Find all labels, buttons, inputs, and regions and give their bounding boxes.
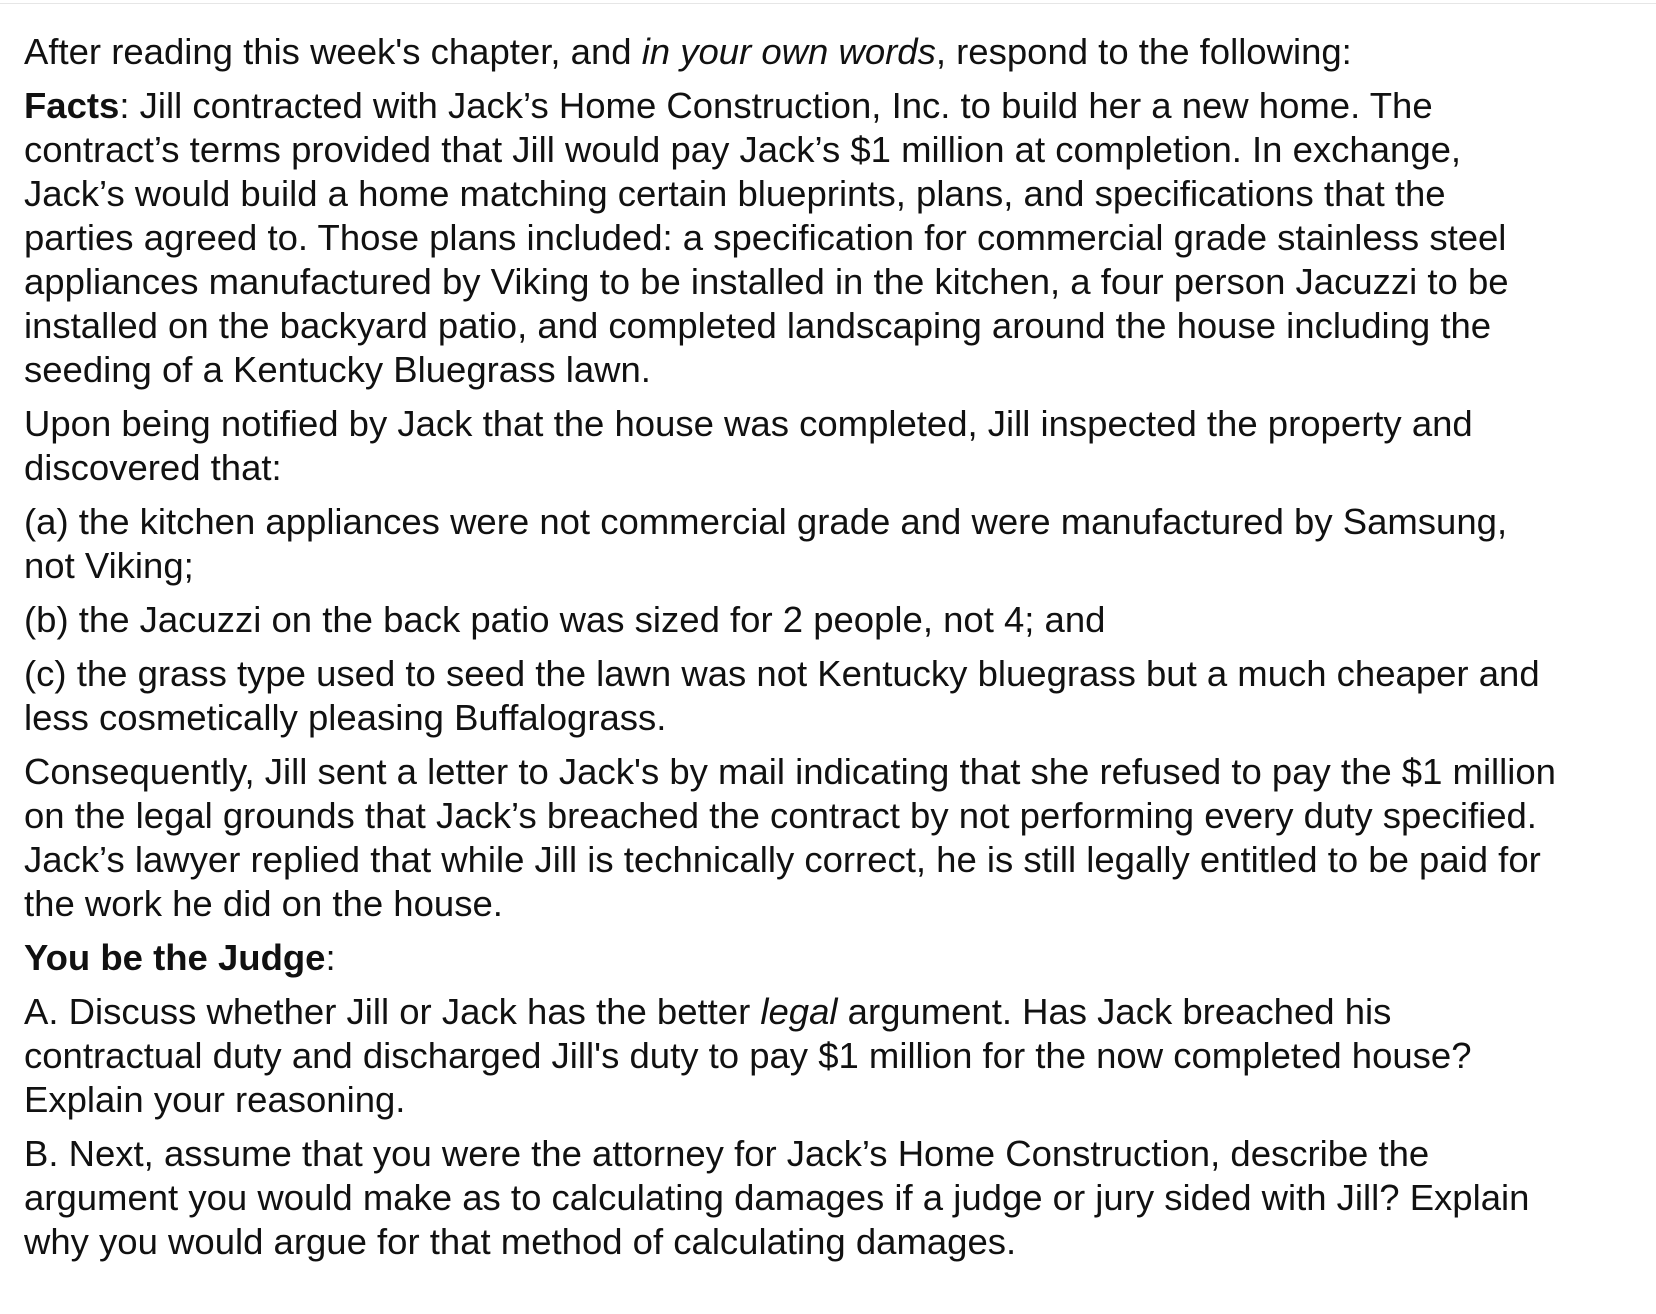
assignment-document xyxy=(24,30,1564,1274)
facts-text: : Jill contracted with Jack’s Home Construction, Inc. to build her a new home. The contract’s terms provided that Jill would pay Jack’s $1 million at completion. In exchange, Jack’s would build a home matching certain blueprints, plans, and specifications that the parties agreed to. Those plans included: a specification for commercial grade stainless steel appliances manufactured by Viking to be installed in the kitchen, a four person Jacuzzi to be installed on the backyard patio, and completed landscaping around the house including the seeding of a Kentucky Bluegrass lawn. xyxy=(24,85,1509,390)
facts-label: Facts xyxy=(24,85,120,126)
prompt-paragraph: After reading this week's chapter, and in your own words, respond to the following: xyxy=(24,31,1352,72)
judge-heading: You be the Judge: xyxy=(24,937,336,978)
prompt-emphasis: in your own words xyxy=(641,31,936,72)
question-b: B. Next, assume that you were the attorney for Jack’s Home Construction, describe the argument you would make as to calculating damages if a judge or jury sided with Jill? Explain why you would argue for that method of calculating damages. xyxy=(24,1133,1530,1262)
top-divider xyxy=(0,3,1656,4)
finding-c: (c) the grass type used to seed the lawn was not Kentucky bluegrass but a much cheaper and less cosmetically pleasing Buffalograss. xyxy=(24,653,1540,738)
judge-label: You be the Judge xyxy=(24,937,326,978)
legal-emphasis: legal xyxy=(760,991,838,1032)
question-a: A. Discuss whether Jill or Jack has the better legal argument. Has Jack breached his contractual duty and discharged Jill's duty to pay $1 million for the now completed house? Explain your reasoning. xyxy=(24,991,1472,1120)
inspection-paragraph: Upon being notified by Jack that the house was completed, Jill inspected the property and discovered that: xyxy=(24,403,1473,488)
finding-b: (b) the Jacuzzi on the back patio was sized for 2 people, not 4; and xyxy=(24,599,1106,640)
finding-a: (a) the kitchen appliances were not commercial grade and were manufactured by Samsung, not Viking; xyxy=(24,501,1508,586)
facts-paragraph xyxy=(24,84,1564,392)
consequence-paragraph: Consequently, Jill sent a letter to Jack's by mail indicating that she refused to pay the $1 million on the legal grounds that Jack’s breached the contract by not performing every duty specified. Jack’s lawyer replied that while Jill is technically correct, he is still legally entitled to be paid for the work he did on the house. xyxy=(24,751,1556,924)
